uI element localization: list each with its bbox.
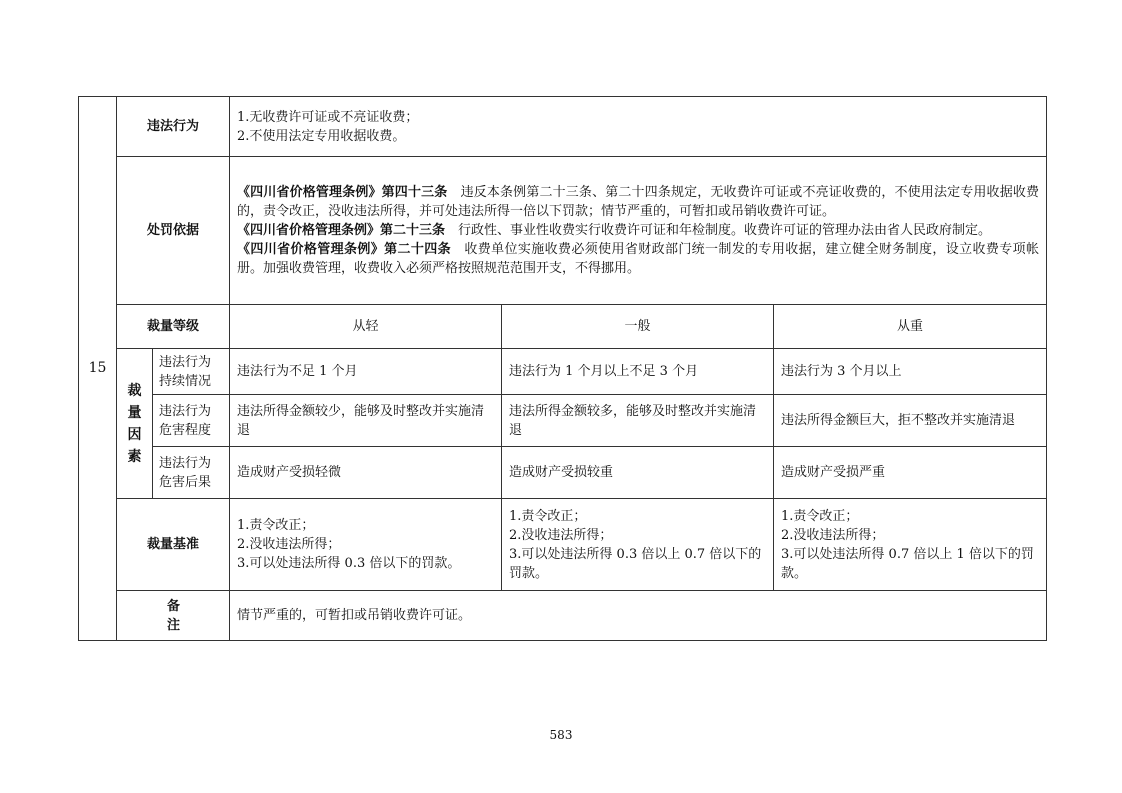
- factor-cell: 违法行为 1 个月以上不足 3 个月: [502, 349, 774, 395]
- factor-row-harm-consequence: [79, 447, 1047, 499]
- page-number: 583: [549, 728, 573, 742]
- basis-paragraph: [237, 221, 1039, 240]
- standard-cell-general: 1.责令改正； 2.没收违法所得； 3.可以处违法所得 0.3 倍以上 0.7 倍以下的罚款。: [502, 499, 774, 591]
- violation-line: 2.不使用法定专用收据收费。: [237, 128, 406, 144]
- violation-line: 1.无收费许可证或不亮证收费；: [237, 109, 419, 125]
- penalty-table-sheet: [78, 96, 1046, 641]
- level-lenient: 从轻: [230, 305, 502, 349]
- law-text: 收费单位实施收费必须使用省财政部门统一制发的专用收据，建立健全财务制度，设立收费专项帐册。加强收费管理，收费收入必须严格按照规范范围开支，不得挪用。: [237, 242, 1039, 276]
- factor-cell: 违法所得金额较少，能够及时整改并实施清退: [230, 395, 502, 447]
- law-reference: 《四川省价格管理条例》第二十四条: [237, 242, 451, 257]
- factor-cell: 违法行为不足 1 个月: [230, 349, 502, 395]
- penalty-discretion-table: [78, 96, 1047, 641]
- factor-cell: 造成财产受损较重: [502, 447, 774, 499]
- law-reference: 《四川省价格管理条例》第二十三条: [237, 223, 446, 238]
- law-text: 违反本条例第二十三条、第二十四条规定，无收费许可证或不亮证收费的，不使用法定专用收据收费的，责令改正，没收违法所得，并可处违法所得一倍以下罚款；情节严重的，可暂扣或吊销收费许可证。: [237, 185, 1039, 219]
- law-text: 行政性、事业性收费实行收费许可证和年检制度。收费许可证的管理办法由省人民政府制定。: [445, 223, 992, 238]
- factor-cell: 造成财产受损轻微: [230, 447, 502, 499]
- standard-cell-severe: 1.责令改正； 2.没收违法所得； 3.可以处违法所得 0.7 倍以上 1 倍以下的罚款。: [774, 499, 1047, 591]
- remark-label: 备注: [117, 591, 230, 641]
- factor-cell: 违法所得金额巨大，拒不整改并实施清退: [774, 395, 1047, 447]
- standard-cell-lenient: 1.责令改正； 2.没收违法所得； 3.可以处违法所得 0.3 倍以下的罚款。: [230, 499, 502, 591]
- basis-paragraph: [237, 183, 1039, 221]
- level-general: 一般: [502, 305, 774, 349]
- factor-cell: 违法行为 3 个月以上: [774, 349, 1047, 395]
- standard-label: 裁量基准: [117, 499, 230, 591]
- remark-content: 情节严重的，可暂扣或吊销收费许可证。: [230, 591, 1047, 641]
- factor-row-harm-degree: [79, 395, 1047, 447]
- factor-cell: 违法所得金额较多，能够及时整改并实施清退: [502, 395, 774, 447]
- factors-group-label: 裁 量 因 素: [117, 349, 153, 499]
- levels-row: [79, 305, 1047, 349]
- violation-content: [230, 97, 1047, 157]
- levels-label: 裁量等级: [117, 305, 230, 349]
- violation-label: 违法行为: [117, 97, 230, 157]
- basis-row: [79, 157, 1047, 305]
- standard-row: [79, 499, 1047, 591]
- factor-cell: 造成财产受损严重: [774, 447, 1047, 499]
- remark-row: [79, 591, 1047, 641]
- factor-name: 违法行为 危害后果: [153, 447, 230, 499]
- item-number: 15: [79, 97, 117, 641]
- basis-paragraph: [237, 240, 1039, 278]
- factor-row-duration: [79, 349, 1047, 395]
- factor-name: 违法行为 持续情况: [153, 349, 230, 395]
- basis-label: 处罚依据: [117, 157, 230, 305]
- law-reference: 《四川省价格管理条例》第四十三条: [237, 185, 448, 200]
- violation-row: [79, 97, 1047, 157]
- level-severe: 从重: [774, 305, 1047, 349]
- basis-content: [230, 157, 1047, 305]
- factor-name: 违法行为 危害程度: [153, 395, 230, 447]
